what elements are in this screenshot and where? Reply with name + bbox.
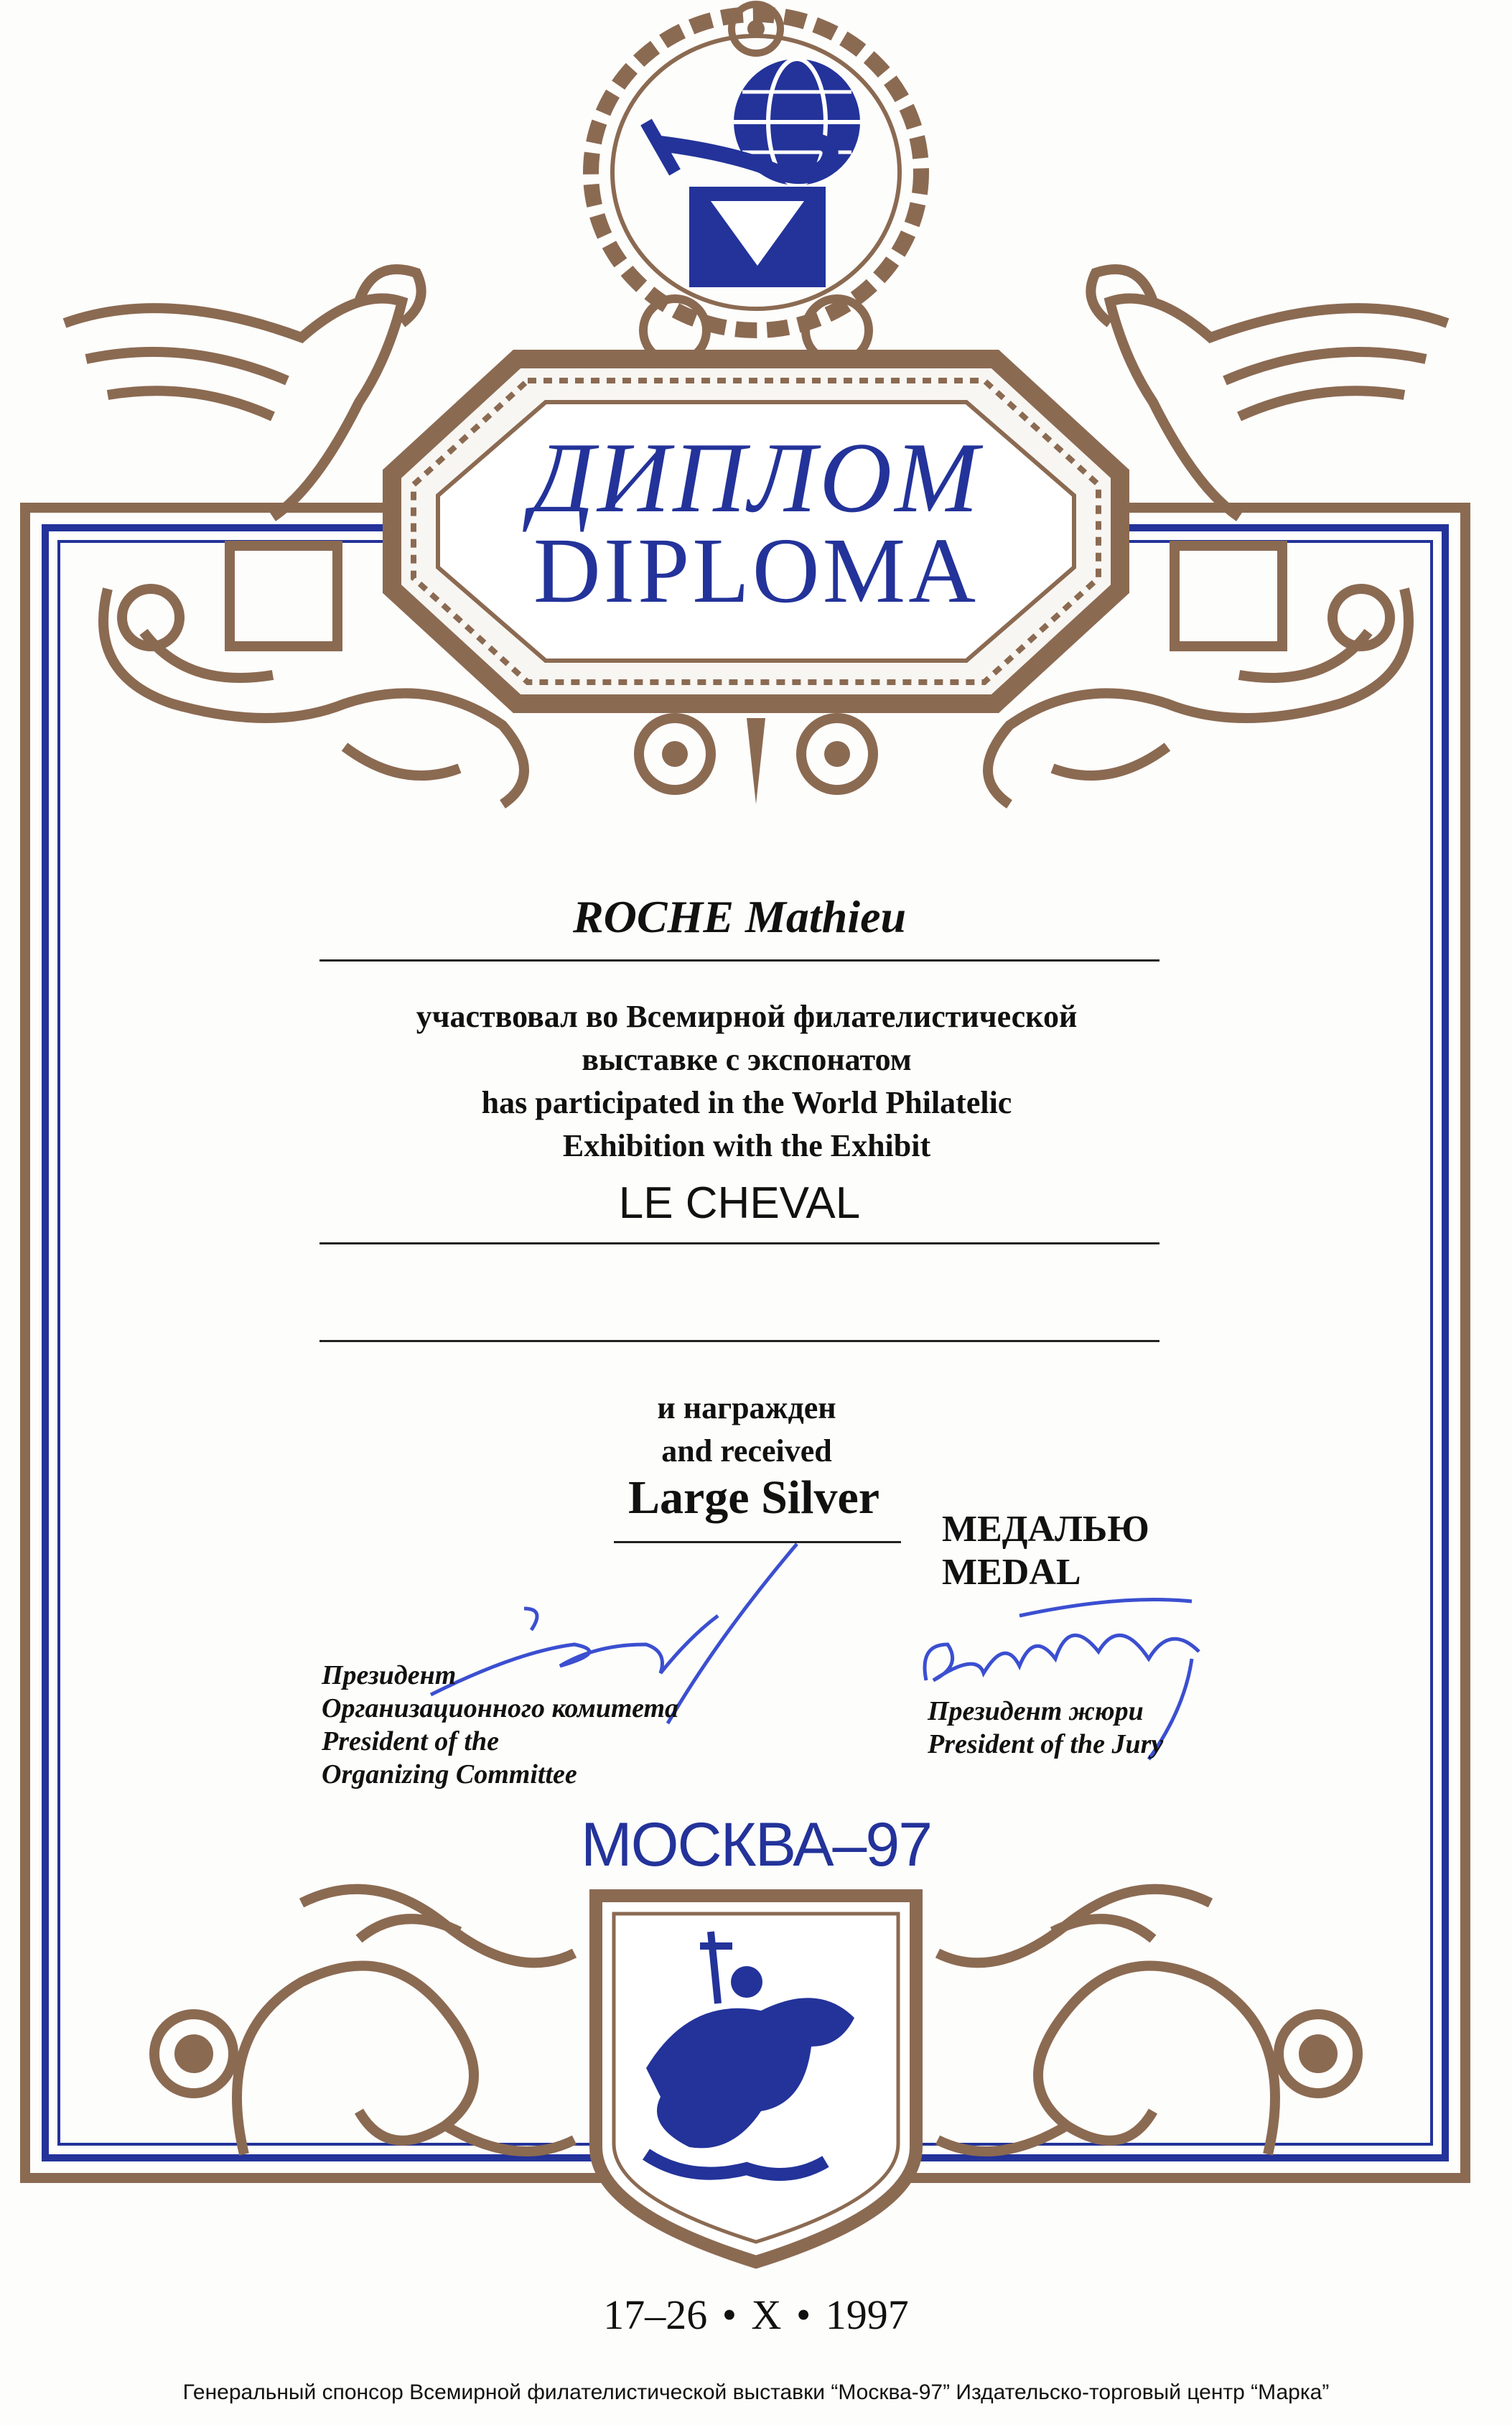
medal-en: MEDAL [942, 1552, 1081, 1593]
sponsor-line: Генеральный спонсор Всемирной филателистической выставки “Москва-97” Издательско-торговый центр “Марка” [182, 2380, 1330, 2404]
event-name: МОСКВА–97 [580, 1810, 932, 1879]
moscow-coat-of-arms-icon [596, 1896, 916, 2262]
right-signatory-label [928, 1695, 1163, 1761]
participated-ru-line2: выставке с экспонатом [582, 1042, 912, 1077]
left-ru-line1: Президент [322, 1660, 457, 1690]
exhibit-underline-1 [319, 1242, 1159, 1244]
right-ru: Президент жюри [928, 1696, 1144, 1726]
award-underline [614, 1541, 901, 1543]
left-ru-line2: Организационного комитета [322, 1693, 679, 1723]
participated-en-line1: has participated in the World Philatelic [481, 1085, 1012, 1120]
award-level: Large Silver [627, 1471, 880, 1524]
exhibit-underline-2 [319, 1340, 1159, 1342]
recipient-name: ROCHE Mathieu [572, 891, 907, 942]
bottom-left-scroll [154, 1889, 574, 2154]
name-underline [319, 959, 1159, 962]
participated-en-line2: Exhibition with the Exhibit [562, 1128, 931, 1163]
event-dates: 17–26 • X • 1997 [603, 2291, 909, 2338]
awarded-en: and received [661, 1433, 832, 1469]
bottom-right-scroll [938, 1889, 1358, 2154]
title-russian: ДИПЛОМ [531, 422, 981, 534]
exhibit-title: LE CHEVAL [618, 1178, 861, 1228]
medal-ru: МЕДАЛЬЮ [942, 1509, 1149, 1550]
left-en-line2: Organizing Committee [322, 1759, 577, 1789]
right-en: President of the Jury [928, 1729, 1164, 1759]
participated-ru-line1: участвовал во Всемирной филателистической [416, 999, 1078, 1034]
awarded-ru: и награжден [657, 1390, 836, 1425]
globe-posthorn-emblem-icon [591, 4, 921, 330]
title-english: DIPLOMA [533, 519, 979, 623]
left-en-line1: President of the [322, 1726, 499, 1756]
left-signatory-label [322, 1659, 678, 1791]
